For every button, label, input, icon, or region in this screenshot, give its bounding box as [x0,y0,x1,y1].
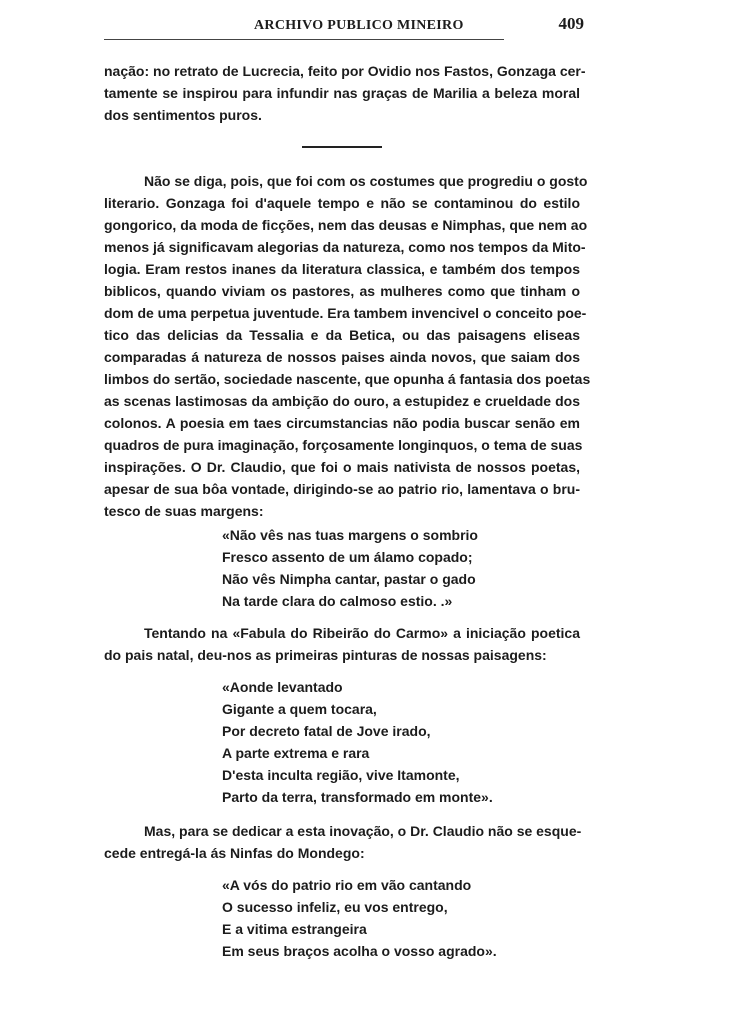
page-header [104,14,584,44]
paragraph-mondego [104,820,580,864]
verse-line: E a vitima estrangeira [222,921,367,937]
verse-line: Em seus braços acolha o vosso agrado». [222,943,497,959]
header-rule [104,39,504,40]
verse-quote-3 [222,874,497,962]
text-line: inspirações. O Dr. Claudio, que foi o mais nativista de nossos poetas, [104,459,580,475]
text-line: Mas, para se dedicar a esta inovação, o Dr. Claudio não se esque- [144,823,582,839]
text-line: gongorico, da moda de ficções, nem das deusas e Nimphas, que nem ao [104,217,588,233]
verse-line: Fresco assento de um álamo copado; [222,549,473,565]
verse-quote-2 [222,676,493,808]
text-line: literario. Gonzaga foi d'aquele tempo e não se contaminou do estilo [104,195,580,211]
text-line: comparadas á natureza de nossos paises ainda novos, que saiam dos [104,349,580,365]
text-line: cede entregá-la ás Ninfas do Mondego: [104,845,365,861]
text-line: menos já significavam alegorias da natureza, como nos tempos da Mito- [104,239,586,255]
verse-line: «A vós do patrio rio em vão cantando [222,877,472,893]
verse-line: Não vês Nimpha cantar, pastar o gado [222,571,476,587]
running-title: ARCHIVO PUBLICO MINEIRO [254,18,464,33]
text-line: logia. Eram restos inanes da literatura classica, e também dos tempos [104,261,580,277]
text-line: Não se diga, pois, que foi com os costumes que progrediu o gosto [144,173,588,189]
verse-line: D'esta inculta região, vive Itamonte, [222,767,460,783]
text-line: quadros de pura imaginação, forçosamente longinquos, o tema de suas [104,437,583,453]
text-line: biblicos, quando viviam os pastores, as mulheres como que tinham o [104,283,580,299]
text-line: tico das delicias da Tessalia e da Betica, ou das paisagens eliseas [104,327,580,343]
text-line: as scenas lastimosas da ambição do ouro, a estupidez e crueldade dos [104,393,580,409]
paragraph-intro [104,60,586,126]
text-line: do pais natal, deu-nos as primeiras pinturas de nossas paisagens: [104,647,547,663]
text-line: dos sentimentos puros. [104,107,262,123]
verse-line: «Aonde levantado [222,679,343,695]
text-line: limbos do sertão, sociedade nascente, que opunha á fantasia dos poetas [104,371,591,387]
text-line: tesco de suas margens: [104,503,264,519]
text-line: apesar de sua bôa vontade, dirigindo-se ao patrio rio, lamentava o bru- [104,481,580,497]
verse-line: Por decreto fatal de Jove irado, [222,723,431,739]
verse-line: Parto da terra, transformado em monte». [222,789,493,805]
verse-line: A parte extrema e rara [222,745,370,761]
text-line: nação: no retrato de Lucrecia, feito por Ovidio nos Fastos, Gonzaga cer- [104,63,586,79]
text-line: Tentando na «Fabula do Ribeirão do Carmo» a iniciação poetica [144,625,580,641]
verse-quote-1 [222,524,478,612]
verse-line: O sucesso infeliz, eu vos entrego, [222,899,448,915]
page-number: 409 [558,14,584,33]
text-line: colonos. A poesia em taes circumstancias não podia buscar senão em [104,415,580,431]
verse-line: Na tarde clara do calmoso estio. .» [222,593,453,609]
text-line: dom de uma perpetua juventude. Era tambem invencivel o conceito poe- [104,305,587,321]
verse-line: «Não vês nas tuas margens o sombrio [222,527,478,543]
verse-line: Gigante a quem tocara, [222,701,377,717]
text-line: tamente se inspirou para infundir nas graças de Marilia a beleza moral [104,85,580,101]
paragraph-fabula [104,622,580,666]
paragraph-main [104,170,591,522]
section-divider [302,146,382,148]
